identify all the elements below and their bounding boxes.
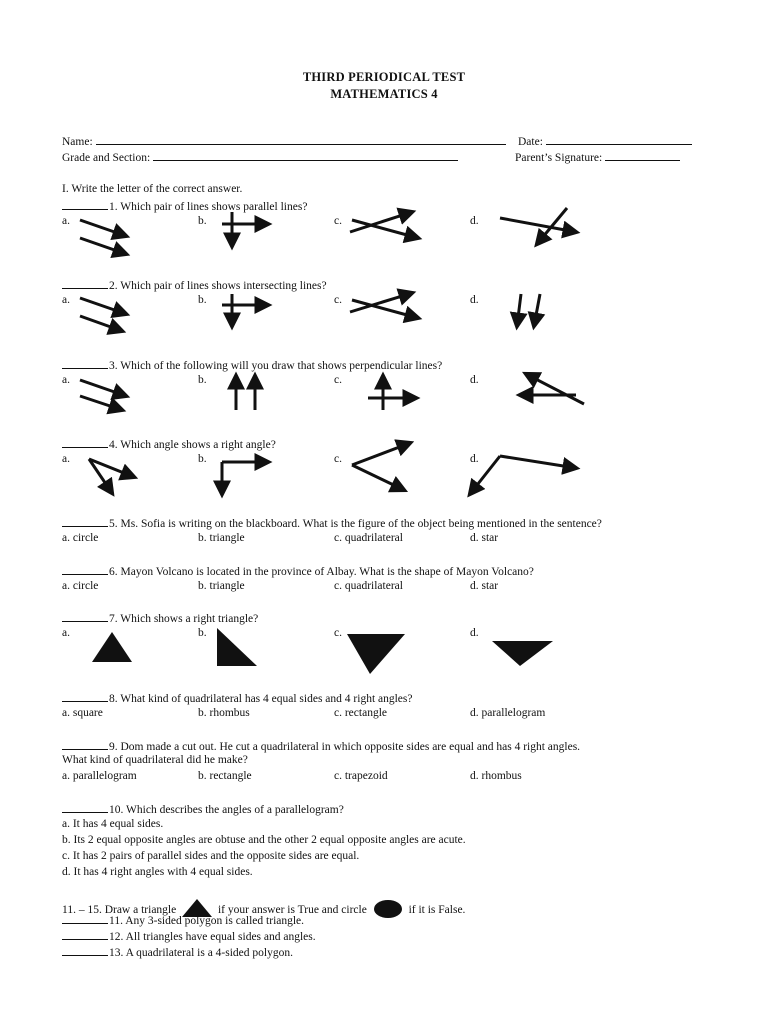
option-label: d. (470, 294, 479, 306)
option-label: b. (198, 294, 207, 306)
option-d: d. It has 4 right angles with 4 equal sides. (62, 866, 253, 878)
answer-blank-8[interactable] (62, 691, 108, 702)
answer-blank-11[interactable] (62, 913, 108, 924)
section-instruction: I. Write the letter of the correct answer. (62, 183, 243, 195)
option-label: c. (334, 294, 342, 306)
test-title: THIRD PERIODICAL TEST (302, 70, 466, 84)
question-text: 1. Which pair of lines shows parallel lines? (109, 201, 308, 213)
inverted-triangle-shape (492, 641, 553, 666)
name-label: Name: (62, 136, 93, 148)
question-8 (62, 691, 413, 705)
option-c: c. quadrilateral (334, 580, 403, 592)
question-text: 12. All triangles have equal sides and angles. (109, 931, 316, 943)
option-b: b. rhombus (198, 707, 250, 719)
option-label: b. (198, 453, 207, 465)
option-label: b. (198, 215, 207, 227)
question-text: 2. Which pair of lines shows intersecting lines? (109, 280, 327, 292)
option-label: d. (470, 627, 479, 639)
question-text: 7. Which shows a right triangle? (109, 613, 259, 625)
answer-blank-13[interactable] (62, 945, 108, 956)
tf-instruction-text: if your answer is True and circle (217, 904, 367, 916)
option-label: d. (470, 374, 479, 386)
option-b: b. Its 2 equal opposite angles are obtuse and the other 2 equal opposite angles are acute. (62, 834, 466, 846)
option-c: c. trapezoid (334, 770, 388, 782)
option-a: a. circle (62, 580, 99, 592)
question-text: 9. Dom made a cut out. He cut a quadrilateral in which opposite sides are equal and has 4 right angles. (109, 741, 581, 753)
option-label: a. (62, 374, 70, 386)
option-b: b. rectangle (198, 770, 252, 782)
right-triangle-shape (217, 628, 257, 666)
tf-instruction-text: if it is False. (408, 904, 466, 916)
option-d: d. parallelogram (470, 707, 546, 719)
option-label: c. (334, 374, 342, 386)
question-text: 8. What kind of quadrilateral has 4 equal sides and 4 right angles? (109, 693, 413, 705)
option-label: d. (470, 453, 479, 465)
question-text: 11. Any 3-sided polygon is called triangle. (109, 915, 305, 927)
question-text: 4. Which angle shows a right angle? (109, 439, 276, 451)
option-b: b. triangle (198, 580, 245, 592)
question-12 (62, 929, 316, 943)
option-label: a. (62, 294, 70, 306)
question-text: 6. Mayon Volcano is located in the province of Albay. What is the shape of Mayon Volcano? (109, 566, 534, 578)
question-13 (62, 945, 293, 959)
question-11 (62, 913, 304, 927)
equilateral-triangle-shape (92, 632, 132, 662)
option-a: a. It has 4 equal sides. (62, 818, 164, 830)
question-text: 13. A quadrilateral is a 4-sided polygon. (109, 947, 293, 959)
oval-icon (372, 899, 404, 919)
option-d: d. star (470, 580, 499, 592)
option-label: c. (334, 453, 342, 465)
option-a: a. parallelogram (62, 770, 137, 782)
option-c: c. quadrilateral (334, 532, 403, 544)
option-a: a. circle (62, 532, 99, 544)
tf-instruction-text: 11. – 15. Draw a triangle (62, 904, 177, 916)
option-label: c. (334, 215, 342, 227)
question-text: 5. Ms. Sofia is writing on the blackboard. What is the figure of the object being mentioned in the sentence? (109, 518, 602, 530)
answer-blank-9[interactable] (62, 739, 108, 750)
option-label: d. (470, 215, 479, 227)
option-label: b. (198, 374, 207, 386)
grade-label: Grade and Section: (62, 152, 151, 164)
question-text: 10. Which describes the angles of a parallelogram? (109, 804, 344, 816)
date-label: Date: (518, 136, 543, 148)
option-c: c. rectangle (334, 707, 387, 719)
question-10 (62, 802, 344, 816)
option-label: a. (62, 215, 70, 227)
option-b: b. triangle (198, 532, 245, 544)
option-label: b. (198, 627, 207, 639)
signature-label: Parent’s Signature: (515, 152, 603, 164)
option-d: d. rhombus (470, 770, 522, 782)
subject-title: MATHEMATICS 4 (330, 87, 438, 101)
option-label: a. (62, 627, 70, 639)
answer-blank-12[interactable] (62, 929, 108, 940)
question-text-continued: What kind of quadrilateral did he make? (62, 754, 248, 766)
option-d: d. star (470, 532, 499, 544)
inverted-triangle-shape (347, 634, 405, 674)
option-label: a. (62, 453, 70, 465)
answer-blank-10[interactable] (62, 802, 108, 813)
question-9 (62, 739, 580, 753)
option-a: a. square (62, 707, 103, 719)
question-text: 3. Which of the following will you draw that shows perpendicular lines? (109, 360, 443, 372)
option-c: c. It has 2 pairs of parallel sides and the opposite sides are equal. (62, 850, 360, 862)
option-label: c. (334, 627, 342, 639)
